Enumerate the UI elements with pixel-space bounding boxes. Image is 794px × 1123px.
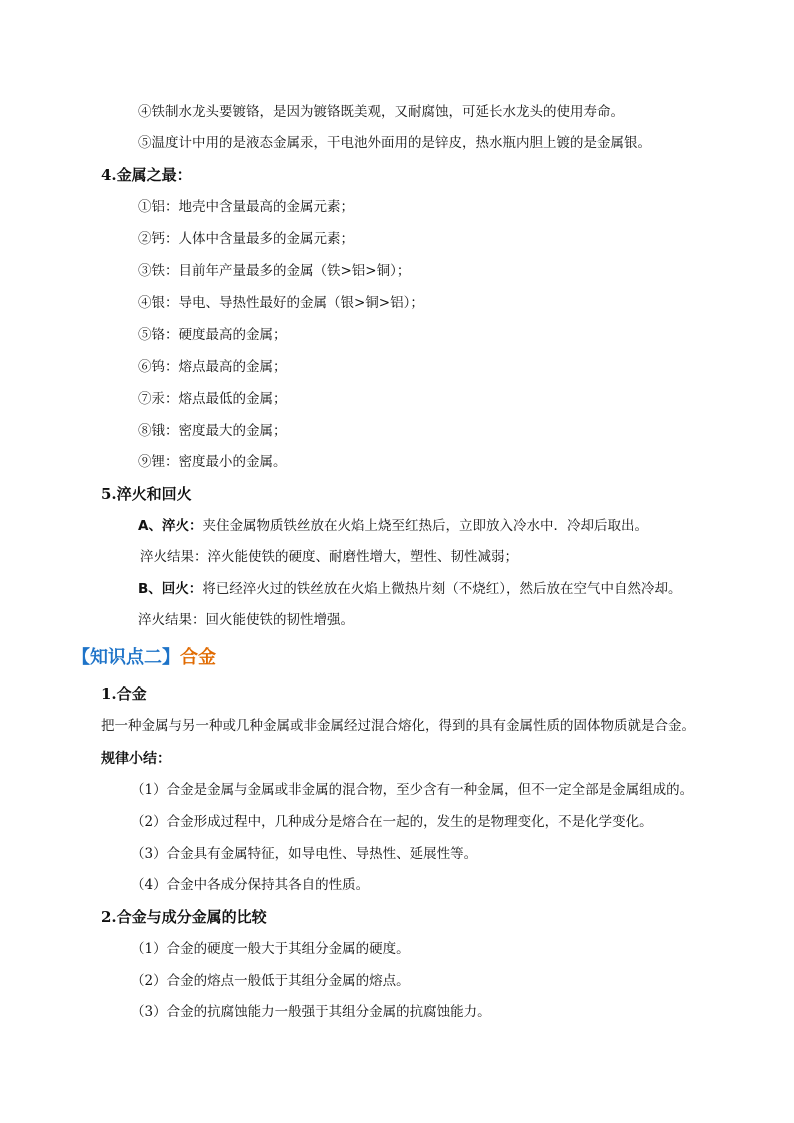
comparison-point: （3）合金的抗腐蚀能力一般强于其组分金属的抗腐蚀能力。 — [131, 1004, 491, 1020]
quench-label: A、淬火： — [138, 518, 203, 534]
temper-line — [138, 580, 682, 598]
metal-fact-item: ③铁：目前年产量最多的金属（铁>铝>铜）； — [138, 263, 411, 279]
intro-item-4: ④铁制水龙头要镀铬，是因为镀铬既美观，又耐腐蚀，可延长水龙头的使用寿命。 — [138, 104, 624, 120]
heading-quench-temper: 5.淬火和回火 — [101, 485, 192, 503]
intro-item-5: ⑤温度计中用的是液态金属汞，干电池外面用的是锌皮，热水瓶内胆上镀的是金属银。 — [138, 135, 651, 151]
metal-fact-item: ①铝：地壳中含量最高的金属元素； — [138, 199, 354, 215]
knowledge-point-heading — [72, 647, 216, 669]
heading-metal-superlatives: 4.金属之最： — [101, 166, 192, 184]
metal-fact-item: ④银：导电、导热性最好的金属（银>铜>铝）； — [138, 295, 424, 311]
quench-text: 夹住金属物质铁丝放在火焰上烧至红热后，立即放入冷水中．冷却后取出。 — [202, 518, 648, 534]
bracket-close: 】 — [162, 647, 180, 668]
metal-fact-item: ⑨锂：密度最小的金属。 — [138, 454, 287, 470]
knowledge-point-title: 合金 — [180, 647, 216, 668]
metal-fact-item: ⑥钨：熔点最高的金属； — [138, 359, 287, 375]
temper-label: B、回火： — [138, 581, 203, 597]
quench-line — [138, 517, 648, 535]
metal-fact-item: ⑧锇：密度最大的金属； — [138, 423, 287, 439]
summary-point: （3）合金具有金属特征，如导电性、导热性、延展性等。 — [131, 846, 478, 862]
comparison-point: （2）合金的熔点一般低于其组分金属的熔点。 — [131, 973, 410, 989]
heading-alloy-comparison: 2.合金与成分金属的比较 — [101, 908, 267, 926]
comparison-point: （1）合金的硬度一般大于其组分金属的硬度。 — [131, 941, 410, 957]
temper-text: 将已经淬火过的铁丝放在火焰上微热片刻（不烧红），然后放在空气中自然冷却。 — [202, 581, 682, 597]
metal-fact-item: ⑤铬：硬度最高的金属； — [138, 327, 287, 343]
temper-result: 淬火结果：回火能使铁的韧性增强。 — [138, 612, 354, 628]
summary-point: （1）合金是金属与金属或非金属的混合物，至少含有一种金属，但不一定全部是金属组成的。 — [131, 782, 694, 798]
quench-result: 淬火结果：淬火能使铁的硬度、耐磨性增大，塑性、韧性减弱； — [140, 549, 518, 565]
metal-fact-item: ⑦汞：熔点最低的金属； — [138, 391, 287, 407]
alloy-definition: 把一种金属与另一种或几种金属或非金属经过混合熔化，得到的具有金属性质的固体物质就是合金。 — [101, 718, 695, 734]
summary-point: （2）合金形成过程中，几种成分是熔合在一起的，发生的是物理变化，不是化学变化。 — [131, 814, 653, 830]
metal-fact-item: ②钙：人体中含量最多的金属元素； — [138, 231, 354, 247]
summary-point: （4）合金中各成分保持其各自的性质。 — [131, 877, 370, 893]
bracket-open: 【 — [72, 647, 90, 668]
knowledge-point-label: 知识点二 — [90, 647, 162, 668]
heading-alloy: 1.合金 — [101, 685, 147, 703]
summary-heading: 规律小结： — [101, 751, 171, 767]
